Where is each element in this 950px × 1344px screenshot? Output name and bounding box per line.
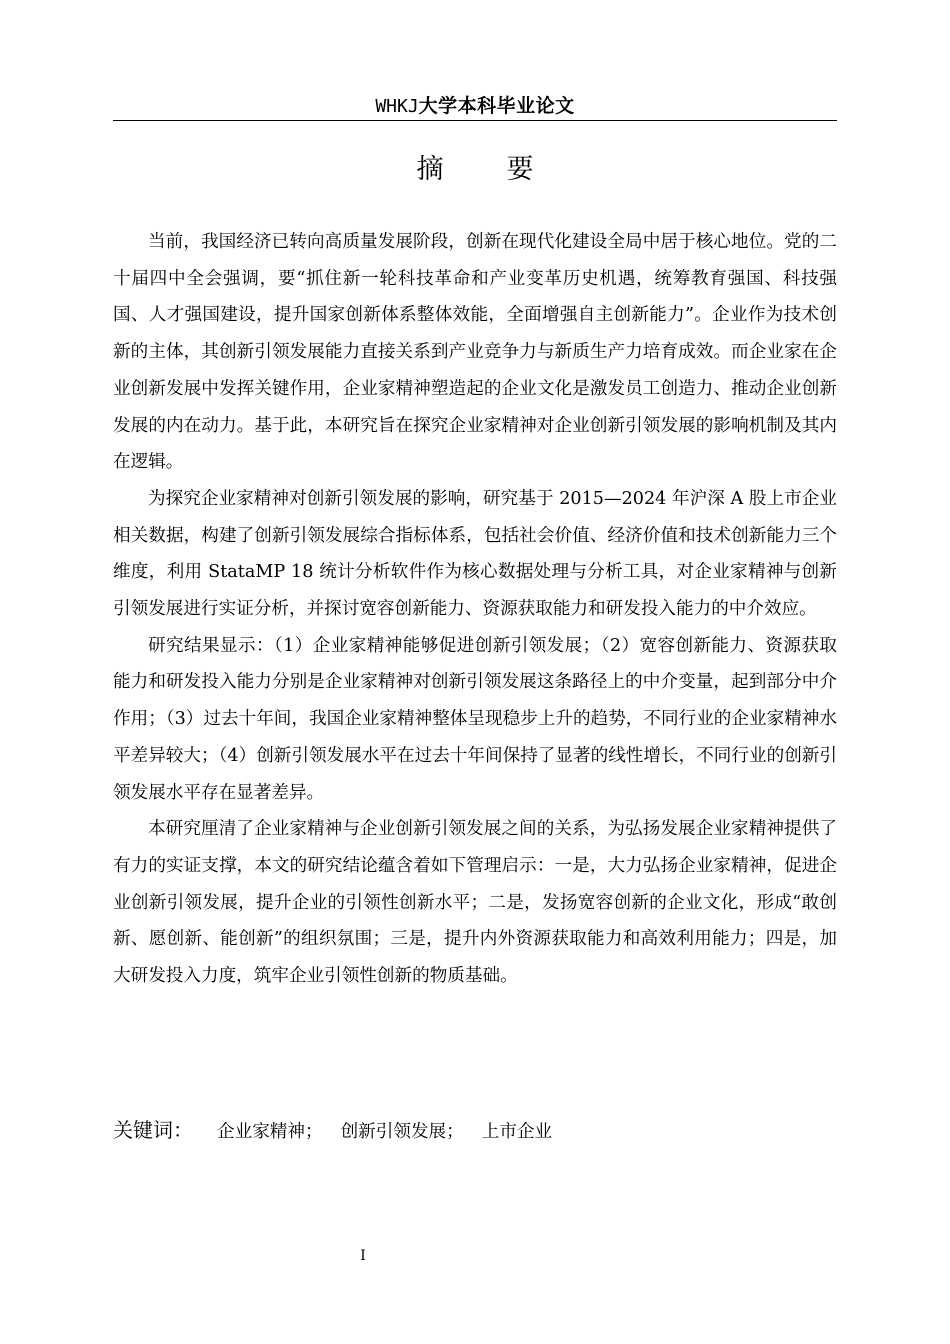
- keyword-item: 创新引领发展；: [340, 1122, 464, 1142]
- abstract-body: [113, 224, 837, 995]
- abstract-paragraph-3: 研究结果显示：（1）企业家精神能够促进创新引领发展；（2）宽容创新能力、资源获取能力和研发投入能力分别是企业家精神对创新引领发展这条路径上的中介变量，起到部分中介作用；（3）过去十年间，我国企业家精神整体呈现稳步上升的趋势，不同行业的企业家精神水平差异较大；（4）创新引领发展水平在过去十年间保持了显著的线性增长，不同行业的创新引领发展水平存在显著差异。: [113, 635, 837, 803]
- abstract-paragraph-2: 为探究企业家精神对创新引领发展的影响，研究基于 2015—2024 年沪深 A 股上市企业相关数据，构建了创新引领发展综合指标体系，包括社会价值、经济价值和技术创新能力三个维度，利用 StataMP 18 统计分析软件作为核心数据处理与分析工具，对企业家精神与创新引领发展进行实证分析，并探讨宽容创新能力、资源获取能力和研发投入能力的中介效应。: [113, 488, 837, 620]
- header-title: 大学本科毕业论文: [418, 95, 575, 117]
- header-prefix: WHKJ: [375, 96, 419, 117]
- abstract-paragraph-4: 本研究厘清了企业家精神与企业创新引领发展之间的关系，为弘扬发展企业家精神提供了有力的实证支撑，本文的研究结论蕴含着如下管理启示：一是，大力弘扬企业家精神，促进企业创新引领发展，提升企业的引领性创新水平；二是，发扬宽容创新的企业文化，形成“敢创新、愿创新、能创新”的组织氛围；三是，提升内外资源获取能力和高效利用能力；四是，加大研发投入力度，筑牢企业引领性创新的物质基础。: [113, 819, 837, 987]
- keywords-label: 关键词：: [113, 1118, 193, 1142]
- page-number: I: [360, 1248, 366, 1264]
- abstract-paragraph-1: 当前，我国经济已转向高质量发展阶段，创新在现代化建设全局中居于核心地位。党的二十届四中全会强调，要“抓住新一轮科技革命和产业变革历史机遇，统筹教育强国、科技强国、人才强国建设，提升国家创新体系整体效能，全面增强自主创新能力”。企业作为技术创新的主体，其创新引领发展能力直接关系到产业竞争力与新质生产力培育成效。而企业家在企业创新发展中发挥关键作用，企业家精神塑造起的企业文化是激发员工创造力、推动企业创新发展的内在动力。基于此，本研究旨在探究企业家精神对企业创新引领发展的影响机制及其内在逻辑。: [113, 232, 837, 473]
- running-header: [113, 94, 837, 119]
- header-rule: [113, 120, 837, 121]
- keyword-item: 企业家精神；: [217, 1122, 323, 1142]
- keywords-line: [113, 1114, 837, 1148]
- abstract-title: 摘 要: [416, 154, 552, 185]
- keyword-item: 上市企业: [481, 1122, 553, 1142]
